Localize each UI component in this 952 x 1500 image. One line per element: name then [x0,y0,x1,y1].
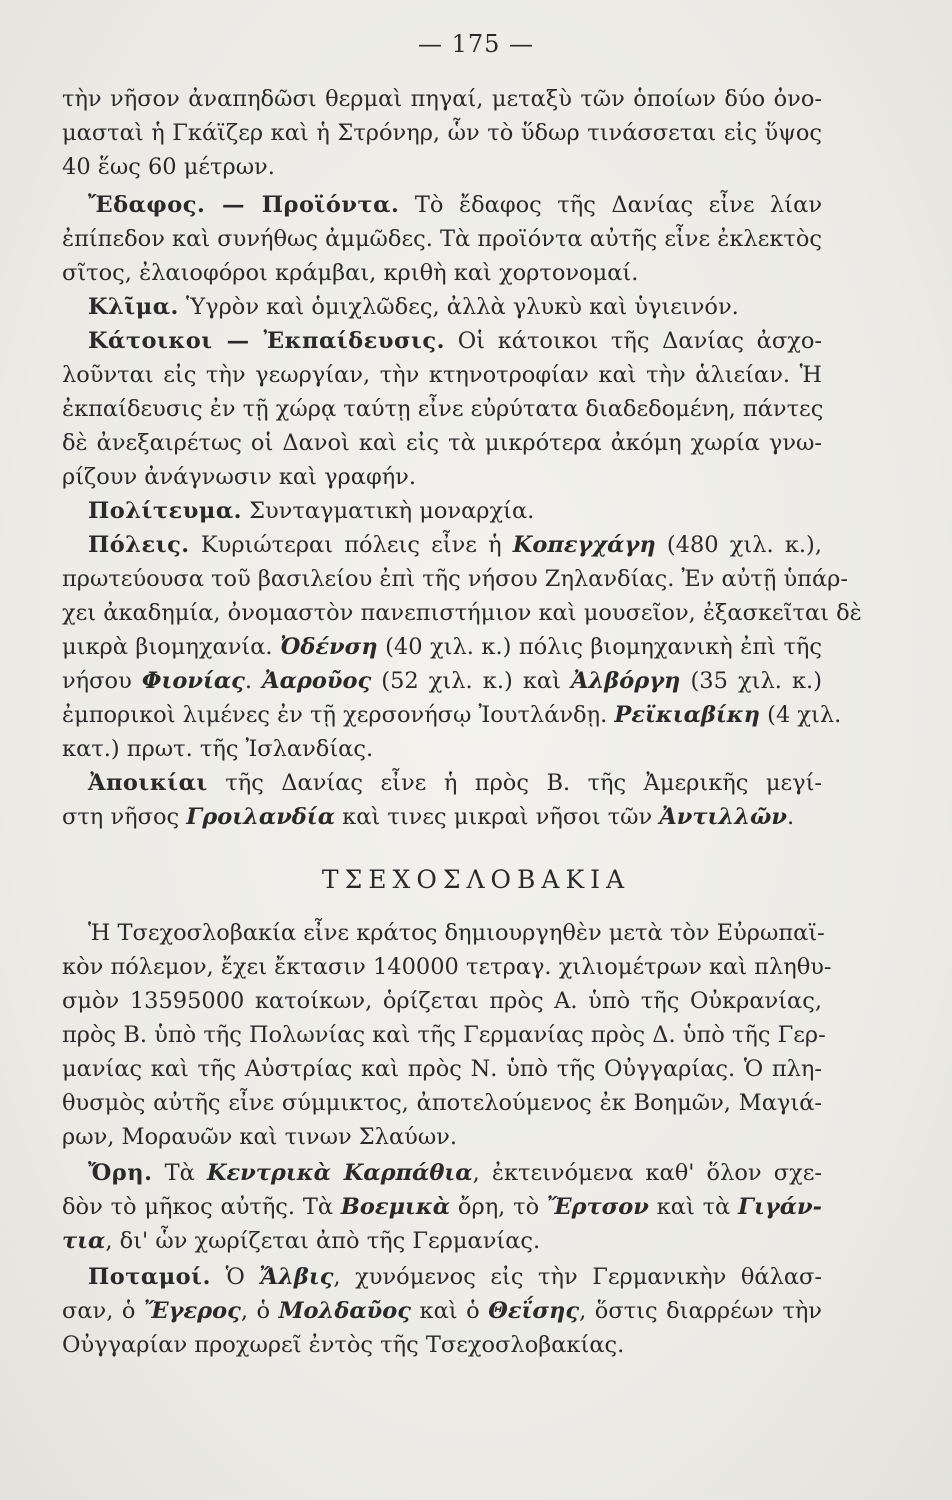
river-eger: Ἔγερος [144,1298,241,1324]
section-heading-government: Πολίτευμα. [88,498,242,524]
city-aalborg: Ἀλβόργη [571,668,681,694]
chapter-title: ΤΣΕΧΟΣΛΟΒΑΚΙΑ [321,865,631,894]
city-aarhus: Ἀαροῦος [262,668,372,694]
text-line: μανίας καὶ τῆς Αὐστρίας καὶ πρὸς Ν. ὑπὸ τῆς Οὐγγαρίας. Ὁ πλη- [62,1056,822,1082]
section-heading-rivers: Ποταμοί. [88,1264,211,1290]
text-line: ἐπίπεδον καὶ συνήθως ἀμμῶδες. Τὰ προϊόντα αὐτῆς εἶνε ἐκλεκτὸς [62,226,823,252]
range-giant: Γιγάν- [738,1194,823,1220]
text-line: 40 ἕως 60 μέτρων. [62,154,275,180]
text-line: τια, δι' ὧν χωρίζεται ἀπὸ τῆς Γερμανίας. [62,1228,541,1254]
section-heading-cities: Πόλεις. [88,532,190,558]
soil-paragraph-line: Ἔδαφος. — Προϊόντα. Τὸ ἔδαφος τῆς Δανίας εἶνε λίαν [88,192,823,218]
section-heading-mountains: Ὄρη. [88,1160,153,1186]
text-line: κὸν πόλεμον, ἔχει ἔκτασιν 140000 τετραγ. χιλιομέτρων καὶ πληθυ- [62,954,832,980]
range-erzgebirge: Ἔρτσον [546,1194,649,1220]
city-reykjavik: Ρεϊκιαβίκη [614,702,761,728]
text-line: πρωτεύουσα τοῦ βασιλείου ἐπὶ τῆς νήσου Ζηλανδίας. Ἐν αὐτῇ ὑπάρ- [62,566,848,592]
section-heading-colonies: Ἀποικίαι [88,770,208,796]
text-line: ἐκπαίδευσις ἐν τῇ χώρᾳ ταύτῃ εἶνε εὐρύτατα διαδεδομένη, πάντες [62,396,824,422]
text-line: μασταὶ ἡ Γκάϊζερ καὶ ἡ Στρόνηρ, ὧν τὸ ὕδωρ τινάσσεται εἰς ὕψος [62,120,822,146]
city-odense: Ὀδένση [280,634,378,660]
city-copenhagen: Κοπεγχάγη [512,532,656,558]
rivers-paragraph-line: Ποταμοί. Ὁ Ἄλβις, χυνόμενος εἰς τὴν Γερμανικὴν θάλασ- [88,1264,822,1290]
text-line: δὲ ἀνεξαιρέτως οἱ Δανοὶ καὶ εἰς τὰ μικρότερα ἀκόμη χωρία γνω- [62,430,822,456]
text-line: Ἡ Τσεχοσλοβακία εἶνε κράτος δημιουργηθὲν μετὰ τὸν Εὐρωπαϊ- [88,920,825,946]
text-line: ρίζουν ἀνάγνωσιν καὶ γραφήν. [62,464,417,490]
river-moldau: Μολδαῦος [278,1298,411,1324]
cities-paragraph-line: Πόλεις. Κυριώτεραι πόλεις εἶνε ἡ Κοπεγχάγη (480 χιλ. κ.), [88,532,822,558]
text-line: σῖτος, ἐλαιοφόροι κράμβαι, κριθὴ καὶ χορτονομαί. [62,260,639,286]
range-carpathians: Κεντρικὰ Καρπάθια [206,1160,473,1186]
text-line: στη νῆσος Γροιλανδία καὶ τινες μικραὶ νῆσοι τῶν Ἀντιλλῶν. [62,804,795,830]
place-antilles: Ἀντιλλῶν [659,804,788,830]
river-elbe: Ἄλβις [259,1264,334,1290]
text-line: ἐμπορικοὶ λιμένες ἐν τῇ χερσονήσῳ Ἰουτλάνδῃ. Ρεϊκιαβίκη (4 χιλ. [62,702,842,728]
climate-paragraph-line: Κλῖμα. Ὑγρὸν καὶ ὁμιχλῶδες, ἀλλὰ γλυκὺ καὶ ὑγιεινόν. [88,294,739,320]
mountains-paragraph-line: Ὄρη. Τὰ Κεντρικὰ Καρπάθια, ἐκτεινόμενα καθ' ὅλον σχε- [88,1160,822,1186]
section-heading-climate: Κλῖμα. [88,294,179,320]
river-theiss: Θεΐσης [488,1298,580,1324]
page-number: — 175 — [417,30,535,58]
text-line: πρὸς Β. ὑπὸ τῆς Πολωνίας καὶ τῆς Γερμανίας πρὸς Δ. ὑπὸ τῆς Γερ- [62,1022,826,1048]
range-bohemian: Βοεμικὰ [340,1194,451,1220]
text-line: θυσμὸς αὐτῆς εἶνε σύμμικτος, ἀποτελούμενος ἐκ Βοημῶν, Μαγιά- [62,1090,822,1116]
text-line: Οὐγγαρίαν προχωρεῖ ἐντὸς τῆς Τσεχοσλοβακίας. [62,1332,625,1358]
text-line: τὴν νῆσον ἀναπηδῶσι θερμαὶ πηγαί, μεταξὺ τῶν ὁποίων δύο ὀνο- [62,86,822,112]
text-line: μικρὰ βιομηχανία. Ὀδένση (40 χιλ. κ.) πόλις βιομηχανικὴ ἐπὶ τῆς [62,634,822,660]
text-line: νήσου Φιονίας. Ἀαροῦος (52 χιλ. κ.) καὶ Ἀλβόργη (35 χιλ. κ.) [62,668,822,694]
text-line: ρων, Μοραυῶν καὶ τινων Σλαύων. [62,1124,457,1150]
text-line: δὸν τὸ μῆκος αὐτῆς. Τὰ Βοεμικὰ ὄρη, τὸ Ἔρτσον καὶ τὰ Γιγάν- [62,1194,823,1220]
island-fionia: Φιονίας [141,668,245,694]
text-line: χει ἀκαδημία, ὀνομαστὸν πανεπιστήμιον καὶ μουσεῖον, ἐξασκεῖται δὲ [62,600,862,626]
text-line: σμὸν 13595000 κατοίκων, ὁρίζεται πρὸς Α. ὑπὸ τῆς Οὐκρανίας, [62,988,822,1014]
place-greenland: Γροιλανδία [186,804,336,830]
government-paragraph-line: Πολίτευμα. Συνταγματικὴ μοναρχία. [88,498,535,524]
text-line: λοῦνται εἰς τὴν γεωργίαν, τὴν κτηνοτροφίαν καὶ τὴν ἁλιείαν. Ἡ [62,362,822,388]
colonies-paragraph-line: Ἀποικίαι τῆς Δανίας εἶνε ἡ πρὸς Β. τῆς Ἀμερικῆς μεγί- [88,770,822,796]
section-heading-people: Κάτοικοι — Ἐκπαίδευσις. [88,328,445,354]
text-line: κατ.) πρωτ. τῆς Ἰσλανδίας. [62,736,374,762]
section-heading-soil: Ἔδαφος. — Προϊόντα. [88,192,400,218]
people-paragraph-line: Κάτοικοι — Ἐκπαίδευσις. Οἱ κάτοικοι τῆς Δανίας ἀσχο- [88,328,822,354]
text-line: σαν, ὁ Ἔγερος, ὁ Μολδαῦος καὶ ὁ Θεΐσης, ὅστις διαρρέων τὴν [62,1298,822,1324]
